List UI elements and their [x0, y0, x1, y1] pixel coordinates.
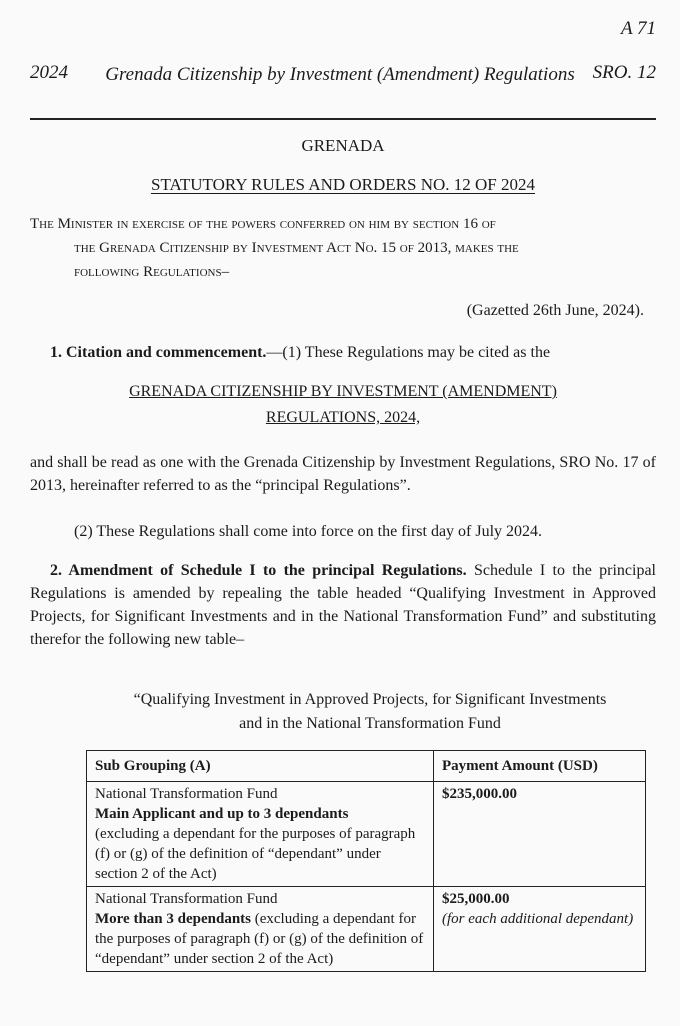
row-2-sub-grouping — [87, 887, 434, 972]
section-1-text: —(1) These Regulations may be cited as the — [266, 344, 551, 361]
section-2-text: Schedule I to the principal Regulations is amended by repealing the table headed “Qualifying Investment in Approved Projects, for Significant Investments and in the National Transformation Fund” and substituting therefor the following new table– — [30, 562, 656, 648]
table-heading — [90, 688, 650, 736]
country-heading: GRENADA — [301, 136, 385, 155]
section-1-citation — [30, 341, 656, 364]
table-header-row — [87, 751, 646, 782]
row-1-details: (excluding a dependant for the purposes of paragraph (f) or (g) of the definition of “dependant” under section 2 of the Act) — [95, 826, 416, 882]
gazetted-date: (Gazetted 26th June, 2024). — [466, 302, 644, 319]
section-2-amendment — [30, 559, 656, 651]
section-1-heading: 1. Citation and commencement. — [50, 344, 267, 361]
preamble-line-2: the Grenada Citizenship by Investment Act No. 15 of 2013, makes the — [74, 240, 519, 256]
header-rule — [30, 118, 656, 120]
row-1-sub-grouping — [87, 782, 434, 887]
row-2-description — [95, 909, 425, 969]
row-1-payment — [434, 782, 646, 887]
investment-table — [86, 750, 646, 972]
section-1-subsection-2: (2) These Regulations shall come into force on the first day of July 2024. — [74, 523, 543, 540]
row-2-applicant: More than 3 dependants — [95, 911, 251, 927]
sro-title: STATUTORY RULES AND ORDERS NO. 12 OF 2024 — [150, 175, 536, 194]
section-2-heading: 2. Amendment of Schedule I to the principal Regulations. — [50, 562, 467, 579]
row-2-fund: National Transformation Fund — [95, 891, 278, 907]
regulations-name — [30, 379, 656, 431]
preamble-line-1: The Minister in exercise of the powers conferred on him by section 16 of — [30, 216, 496, 232]
row-2-payment — [434, 887, 646, 972]
row-1-amount: $235,000.00 — [442, 786, 517, 802]
row-2-amount: $25,000.00 — [442, 891, 510, 907]
row-2-note: (for each additional dependant) — [442, 911, 634, 927]
row-2-details: (excluding a dependant for the purposes of paragraph (f) or (g) of the definition of “dependant” under section 2 of the Act) — [95, 911, 424, 967]
table-row — [87, 782, 646, 887]
table-heading-line-1: “Qualifying Investment in Approved Projects, for Significant Investments — [133, 691, 607, 708]
header-year: 2024 — [30, 62, 68, 83]
header-sub-grouping: Sub Grouping (A) — [87, 751, 434, 782]
header-sro: SRO. 12 — [592, 62, 656, 83]
page-number: A 71 — [620, 18, 656, 39]
row-1-fund: National Transformation Fund — [95, 786, 278, 802]
row-1-applicant: Main Applicant and up to 3 dependants — [95, 806, 349, 822]
table-heading-line-2: and in the National Transformation Fund — [239, 715, 501, 732]
header-payment-amount: Payment Amount (USD) — [434, 751, 646, 782]
regulations-name-line-2: REGULATIONS, 2024, — [265, 409, 421, 426]
regulations-name-line-1: GRENADA CITIZENSHIP BY INVESTMENT (AMENDMENT) — [129, 383, 557, 400]
preamble-line-3: following Regulations– — [74, 264, 230, 280]
header-title: Grenada Citizenship by Investment (Amendment) Regulations — [105, 64, 575, 85]
section-1-read-as-one: and shall be read as one with the Grenada Citizenship by Investment Regulations, SRO No. 17 of 2013, hereinafter referred to as the “principal Regulations”. — [30, 454, 656, 494]
preamble — [30, 212, 656, 284]
table-row — [87, 887, 646, 972]
